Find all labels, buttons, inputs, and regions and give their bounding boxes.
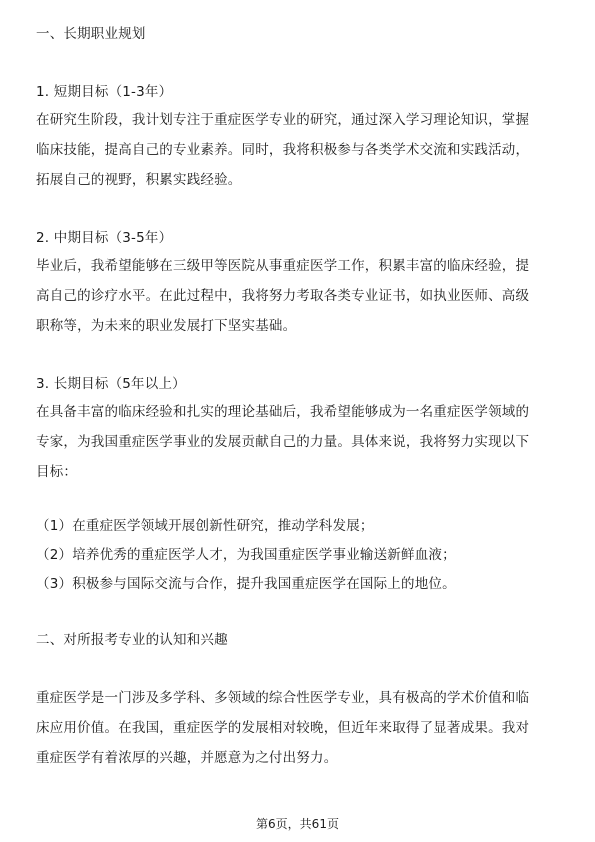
paragraph-line: 职称等，为未来的职业发展打下坚实基础。 — [36, 318, 297, 334]
goal-title-short-term: 1. 短期目标（1-3年） — [36, 84, 173, 100]
paragraph-line: 毕业后，我希望能够在三级甲等医院从事重症医学工作，积累丰富的临床经验，提 — [36, 258, 530, 274]
paragraph-line: 专家，为我国重症医学事业的发展贡献自己的力量。具体来说，我将努力实现以下 — [36, 434, 530, 450]
section-heading-2: 二、对所报考专业的认知和兴趣 — [36, 632, 228, 648]
page-number: 第6页，共61页 — [256, 817, 339, 831]
list-item: （3）积极参与国际交流与合作，提升我国重症医学在国际上的地位。 — [36, 576, 456, 592]
paragraph-line: 重症医学是一门涉及多学科、多领域的综合性医学专业，具有极高的学术价值和临 — [36, 690, 530, 706]
paragraph-line: 临床技能，提高自己的专业素养。同时，我将积极参与各类学术交流和实践活动， — [36, 142, 530, 158]
goal-title-mid-term: 2. 中期目标（3-5年） — [36, 230, 173, 246]
list-item: （2）培养优秀的重症医学人才，为我国重症医学事业输送新鲜血液； — [36, 547, 456, 563]
paragraph-line: 拓展自己的视野，积累实践经验。 — [36, 172, 242, 188]
paragraph-line: 目标： — [36, 464, 78, 480]
section-heading-1: 一、长期职业规划 — [36, 26, 146, 42]
paragraph-line: 重症医学有着浓厚的兴趣，并愿意为之付出努力。 — [36, 750, 338, 766]
paragraph-line: 床应用价值。在我国，重症医学的发展相对较晚，但近年来取得了显著成果。我对 — [36, 720, 530, 736]
paragraph-line: 在研究生阶段，我计划专注于重症医学专业的研究，通过深入学习理论知识，掌握 — [36, 112, 530, 128]
goal-title-long-term: 3. 长期目标（5年以上） — [36, 376, 186, 392]
paragraph-line: 在具备丰富的临床经验和扎实的理论基础后，我希望能够成为一名重症医学领域的 — [36, 404, 530, 420]
list-item: （1）在重症医学领域开展创新性研究，推动学科发展； — [36, 518, 374, 534]
paragraph-line: 高自己的诊疗水平。在此过程中，我将努力考取各类专业证书，如执业医师、高级 — [36, 288, 530, 304]
